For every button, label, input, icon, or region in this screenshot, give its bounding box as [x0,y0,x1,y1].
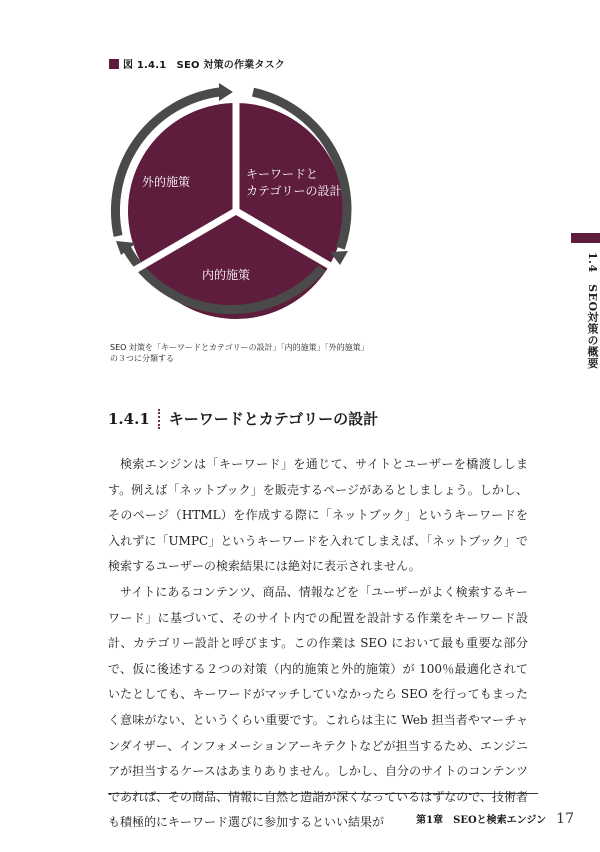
section-heading [108,408,378,429]
body-text [108,452,528,836]
segment-keyword-label-1: キーワードと [246,167,319,181]
footer-rule [108,793,538,794]
caption-line-2: の３つに分類する [110,354,174,363]
section-separator [158,409,160,429]
paragraph: サイトにあるコンテンツ、商品、情報などを「ユーザーがよく検索するキーワード」に基づいて、そのサイト内での配置を設計する作業をキーワード設計、カテゴリー設計と呼びます。この作業は SEO において最も重要な部分で、仮に後述する２つの対策（内的施策と外的施策）が 100％最適化されていたとしても、キーワードがマッチしていなかったら SEO を行ってもまったく意味がない、というくらい重要です。これらは主に Web 担当者やマーチャンダイザー、インフォメーションアーキテクトなどが担当するため、エンジニアが担当するケースはあまりありません。しかし、自分のサイトのコンテンツであれば、その商品、情報に自然と造詣が深くなっているはずなので、技術者も積極的にキーワード選びに参加するといい結果が [108,584,528,830]
paragraph: 検索エンジンは「キーワード」を通じて、サイトとユーザーを橋渡しします。例えば「ネットブック」を販売するページがあるとしましょう。しかし、そのページ（HTML）を作成する際に「ネットブック」というキーワードを入れずに「UMPC」というキーワードを入れてしまえば、「ネットブック」で検索するユーザーの検索結果には絶対に表示されません。 [108,457,528,574]
page-number: 17 [556,811,574,827]
section-number: 1.4.1 [108,409,150,428]
figure-label-text: 図 1.4.1 SEO 対策の作業タスク [123,60,285,71]
section-title: キーワードとカテゴリーの設計 [168,410,379,428]
segment-inner-label: 内的施策 [201,268,251,282]
arrowhead-top [219,83,233,101]
chapter-side-tab [571,233,600,243]
footer-chapter: 第1章 SEOと検索エンジン [416,815,547,826]
segment-keyword-label-2: カテゴリーの設計 [246,184,342,198]
side-section-title: 1.4 SEO対策の概要 [586,252,599,370]
caption-line-1: SEO 対策を「キーワードとカテゴリーの設計」「内的施策」「外的施策」 [110,343,369,352]
page-footer [416,811,574,827]
segment-outer-label: 外的施策 [141,175,191,189]
seo-task-diagram [0,0,600,340]
figure-caption [110,342,369,364]
